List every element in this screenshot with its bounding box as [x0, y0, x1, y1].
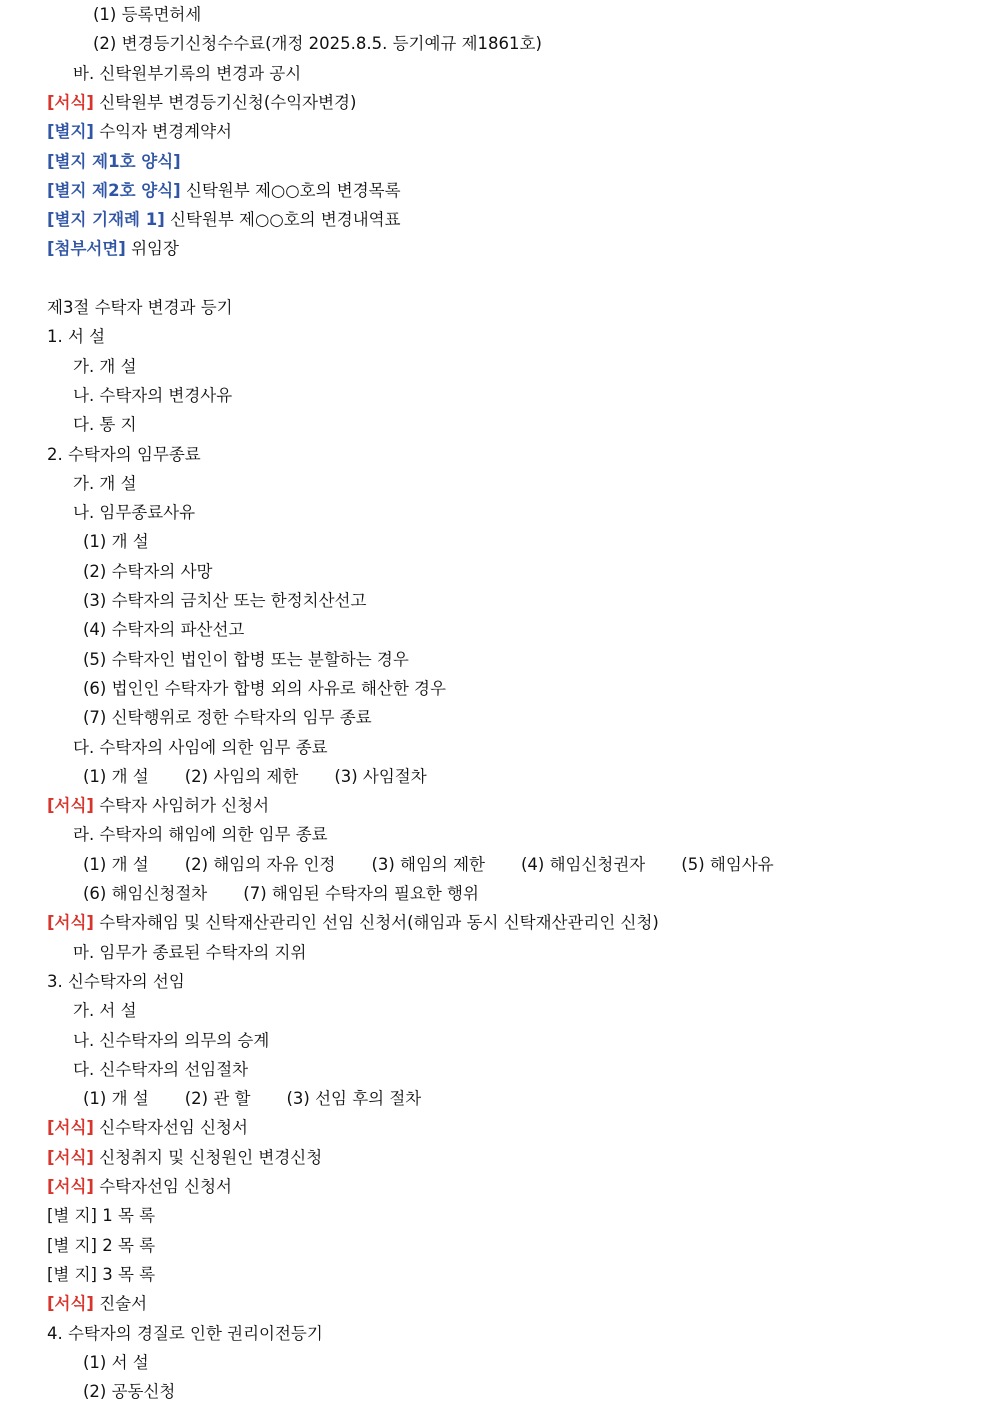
outline-text: 신탁원부 제○○호의 변경내역표 [170, 210, 401, 230]
outline-text: (1) 등록면허세 [93, 5, 202, 24]
outline-line [47, 322, 105, 352]
outline-reference-line [47, 234, 179, 264]
outline-text: (6) 법인인 수탁자가 합병 외의 사유로 해산한 경우 [83, 678, 446, 698]
outline-reference-line [47, 1289, 147, 1319]
outline-text: 다. 신수탁자의 선임절차 [73, 1059, 249, 1079]
outline-text: (6) 해임신청절차 [83, 884, 208, 903]
outline-text: 3. 신수탁자의 선임 [47, 971, 185, 991]
outline-reference-line [47, 791, 269, 821]
outline-text: (3) 수탁자의 금치산 또는 한정치산선고 [83, 591, 367, 610]
outline-text: 가. 서 설 [73, 1001, 137, 1021]
outline-text: 신청취지 및 신청원인 변경신청 [99, 1147, 323, 1167]
outline-text: (3) 사임절차 [334, 766, 427, 786]
reference-tag: [서식] [47, 913, 94, 933]
outline-reference-line [47, 908, 659, 938]
outline-text: 나. 신수탁자의 의무의 승계 [73, 1030, 270, 1050]
reference-tag: [별지 제2호 양식] [47, 180, 181, 200]
outline-line [83, 645, 409, 675]
outline-text: (1) 개 설 [83, 766, 149, 786]
outline-text: (1) 개 설 [83, 532, 149, 552]
outline-text: (2) 사임의 제한 [184, 766, 299, 786]
outline-text: (5) 수탁자인 법인이 합병 또는 분할하는 경우 [83, 649, 409, 669]
outline-line [73, 498, 195, 528]
outline-text: 수탁자 사임허가 신청서 [99, 796, 270, 816]
outline-line [93, 29, 542, 59]
outline-line [73, 469, 137, 499]
outline-line [83, 1084, 421, 1114]
outline-line [73, 59, 301, 89]
outline-text: (3) 선임 후의 절차 [286, 1089, 422, 1109]
outline-text: 나. 임무종료사유 [73, 503, 196, 523]
outline-text: (3) 해임의 제한 [371, 854, 485, 874]
outline-text: (2) 공동신청 [83, 1382, 176, 1402]
outline-text: 신탁원부 제○○호의 변경목록 [185, 180, 401, 200]
outline-line [83, 557, 213, 587]
outline-reference-line [47, 147, 181, 177]
reference-tag: [서식] [47, 1177, 94, 1196]
outline-text: (4) 수탁자의 파산선고 [83, 620, 245, 640]
outline-text: (7) 신탁행위로 정한 수탁자의 임무 종료 [83, 708, 372, 728]
outline-text: 위임장 [131, 239, 179, 259]
outline-text: (1) 서 설 [83, 1352, 149, 1372]
outline-line [83, 850, 774, 880]
outline-line [47, 1201, 155, 1231]
outline-text: 바. 신탁원부기록의 변경과 공시 [73, 63, 302, 83]
outline-text: 진술서 [99, 1294, 148, 1314]
outline-text: 가. 개 설 [73, 356, 137, 376]
outline-line [73, 352, 137, 382]
outline-text: 4. 수탁자의 경질로 인한 권리이전등기 [47, 1323, 323, 1343]
outline-text: 신수탁자선임 신청서 [99, 1118, 248, 1138]
outline-text: (2) 해임의 자유 인정 [184, 854, 336, 874]
outline-text: (2) 관 할 [184, 1089, 251, 1109]
outline-text: 2. 수탁자의 임무종료 [47, 444, 201, 464]
reference-tag: [별지 기재례 1] [47, 210, 165, 230]
outline-line [93, 0, 201, 30]
outline-text: 수탁자해임 및 신탁재산관리인 선임 신청서(해임과 동시 신탁재산관리인 신청) [99, 913, 659, 933]
outline-text: 1. 서 설 [47, 327, 106, 347]
outline-line [47, 293, 233, 323]
outline-reference-line [47, 1113, 248, 1143]
outline-line [73, 1026, 269, 1056]
reference-tag: [서식] [47, 1118, 94, 1138]
reference-tag: [서식] [47, 1294, 94, 1314]
outline-reference-line [47, 1143, 322, 1173]
outline-text: 제3절 수탁자 변경과 등기 [47, 298, 233, 317]
outline-text: 다. 통 지 [73, 415, 137, 435]
outline-text: 신탁원부 변경등기신청(수익자변경) [99, 92, 357, 112]
reference-tag: [별지 제1호 양식] [47, 151, 181, 171]
outline-line [83, 703, 372, 733]
outline-text: [별 지] 3 목 록 [47, 1264, 156, 1284]
outline-line [83, 879, 479, 909]
outline-line [47, 440, 201, 470]
outline-text: [별 지] 1 목 록 [47, 1206, 156, 1226]
outline-reference-line [47, 176, 401, 206]
outline-text: (4) 해임신청권자 [521, 854, 646, 874]
outline-text: 가. 개 설 [73, 473, 137, 493]
outline-text: 마. 임무가 종료된 수탁자의 지위 [73, 942, 307, 962]
outline-line [73, 381, 232, 411]
outline-line [83, 586, 366, 616]
outline-line [83, 527, 149, 557]
outline-text: (2) 변경등기신청수수료(개정 2025.8.5. 등기예규 제1861호) [93, 34, 542, 54]
reference-tag: [별지] [47, 122, 94, 142]
outline-line [83, 1348, 149, 1378]
outline-line [47, 967, 185, 997]
outline-text: 라. 수탁자의 해임에 의한 임무 종료 [73, 825, 328, 845]
outline-line [83, 762, 427, 792]
outline-text: 수탁자선임 신청서 [99, 1177, 232, 1196]
outline-reference-line [47, 117, 232, 147]
outline-reference-line [47, 205, 401, 235]
outline-line [83, 674, 446, 704]
outline-text: (1) 개 설 [83, 854, 149, 874]
outline-text: (1) 개 설 [83, 1089, 149, 1109]
outline-line [47, 1231, 155, 1261]
outline-line [73, 733, 328, 763]
outline-text: 나. 수탁자의 변경사유 [73, 385, 233, 405]
outline-reference-line [47, 88, 356, 118]
outline-line [83, 615, 244, 645]
outline-text: [별 지] 2 목 록 [47, 1235, 156, 1255]
reference-tag: [첨부서면] [47, 239, 126, 259]
outline-line [73, 820, 328, 850]
outline-line [73, 410, 137, 440]
reference-tag: [서식] [47, 92, 94, 112]
outline-text: (2) 수탁자의 사망 [83, 561, 213, 581]
outline-text: (5) 해임사유 [681, 854, 774, 874]
outline-text: 다. 수탁자의 사임에 의한 임무 종료 [73, 737, 328, 757]
outline-line [73, 938, 306, 968]
outline-line [73, 1055, 248, 1085]
outline-line [73, 996, 137, 1026]
outline-reference-line [47, 1172, 232, 1202]
reference-tag: [서식] [47, 796, 94, 816]
outline-text: 수익자 변경계약서 [99, 122, 232, 142]
outline-line [47, 1319, 323, 1349]
outline-text: (7) 해임된 수탁자의 필요한 행위 [243, 884, 479, 903]
outline-line [47, 1260, 155, 1290]
reference-tag: [서식] [47, 1147, 94, 1167]
